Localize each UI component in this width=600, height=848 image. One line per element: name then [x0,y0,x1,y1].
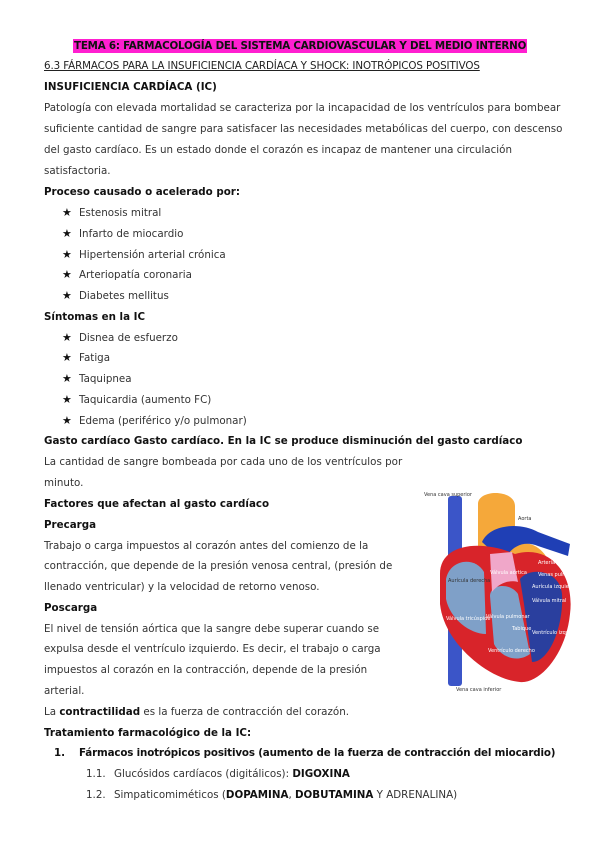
separator: , [288,789,295,801]
gasto-line-2: minuto. [44,477,84,489]
poscarga-line-4: arterial. [44,685,85,697]
label-vena-cava-superior: Vena cava superior [424,492,472,498]
list-item: Diabetes mellitus [79,290,169,302]
tratamiento-heading: Tratamiento farmacológico de la IC: [44,727,252,739]
drug-name: DOPAMINA [225,789,289,801]
list-item: Hipertensión arterial crónica [79,249,226,261]
star-bullet-icon: ★ [62,227,72,240]
factores-heading: Factores que afectan al gasto cardíaco [44,498,270,510]
star-bullet-icon: ★ [62,372,72,385]
gasto-heading: Gasto cardíaco Gasto cardíaco. En la IC se produce disminución del gasto cardíaco [44,435,523,447]
ic-line-1: Patología con elevada mortalidad se caracteriza por la incapacidad de los ventrículos para bombear [44,102,561,114]
proceso-heading: Proceso causado o acelerado por: [44,186,240,198]
section-subtitle: 6.3 FÁRMACOS PARA LA INSUFICIENCIA CARDÍACA Y SHOCK: INOTRÓPICOS POSITIVOS [44,60,480,72]
sub-item-number: 1.1. [86,768,106,780]
label-ventriculo-derecho: Ventrículo derecho [488,648,535,654]
poscarga-line-3: impuestos al corazón en la contracción, depende de la presión [44,664,368,676]
label-arteria-pulmonar: Arteria pulmonar [538,560,581,566]
label-auricula-derecha: Aurícula derecha [448,578,491,584]
star-bullet-icon: ★ [62,414,72,427]
page-title: TEMA 6: FARMACOLOGÍA DEL SISTEMA CARDIOVASCULAR Y DEL MEDIO INTERNO [74,40,527,52]
list-item: Disnea de esfuerzo [79,332,178,344]
star-bullet-icon: ★ [62,289,72,302]
contractilidad-post: es la fuerza de contracción del corazón. [140,706,349,718]
label-septo: Tabique [512,626,532,632]
label-auricula-izquierda: Aurícula izquierda [532,584,578,590]
contractilidad-pre: La [44,706,60,718]
list-item: Taquipnea [79,373,132,385]
star-bullet-icon: ★ [62,393,72,406]
gasto-line-1: La cantidad de sangre bombeada por cada uno de los ventrículos por [44,456,403,468]
label-valvula-aortica: Válvula aórtica [490,570,527,576]
precarga-line-1: Trabajo o carga impuestos al corazón antes del comienzo de la [44,540,369,552]
ic-heading: INSUFICIENCIA CARDÍACA (IC) [44,81,217,93]
drug-name: DIGOXINA [292,768,350,780]
sub-item-2-tail: Y ADRENALINA) [373,789,458,801]
sintomas-heading: Síntomas en la IC [44,311,146,323]
star-bullet-icon: ★ [62,351,72,364]
poscarga-heading: Poscarga [44,602,98,614]
star-bullet-icon: ★ [62,331,72,344]
poscarga-line-1: El nivel de tensión aórtica que la sangre debe superar cuando se [44,623,380,635]
star-bullet-icon: ★ [62,248,72,261]
list-item: Taquicardia (aumento FC) [79,394,212,406]
star-bullet-icon: ★ [62,206,72,219]
sub-item-number: 1.2. [86,789,106,801]
tratamiento-item-1: Fármacos inotrópicos positivos (aumento de la fuerza de contracción del miocardio) [79,747,556,759]
precarga-line-2: contracción, que depende de la presión venosa central, (presión de [44,560,393,572]
contractilidad-line [44,705,349,719]
sub-item-2 [114,788,457,802]
label-vena-cava-inferior: Vena cava inferior [456,687,502,693]
ic-line-4: satisfactoria. [44,165,111,177]
label-valvula-pulmonar: Válvula pulmonar [486,614,530,620]
star-bullet-icon: ★ [62,268,72,281]
heart-diagram [420,484,585,696]
label-venas-pulmonares: Venas pulmonares [538,572,585,578]
contractilidad-term: contractilidad [59,706,141,718]
poscarga-line-2: expulsa desde el ventrículo izquierdo. Es decir, el trabajo o carga [44,643,381,655]
tratamiento-item-number: 1. [54,747,66,759]
sub-item-1-text: Glucósidos cardíacos (digitálicos): [114,768,293,780]
sub-item-2-text: Simpaticomiméticos ( [114,789,226,801]
label-aorta: Aorta [518,516,532,522]
precarga-line-3: llenado ventricular) y la velocidad de retorno venoso. [44,581,320,593]
list-item: Infarto de miocardio [79,228,184,240]
ic-line-2: suficiente cantidad de sangre para satisfacer las necesidades metabólicas del cuerpo, con descenso [44,123,563,135]
list-item: Estenosis mitral [79,207,162,219]
drug-name: DOBUTAMINA [295,789,374,801]
list-item: Arteriopatía coronaria [79,269,192,281]
precarga-heading: Precarga [44,519,97,531]
label-valvula-mitral: Válvula mitral [532,598,567,604]
sub-item-1 [114,767,350,781]
label-ventriculo-izquierdo: Ventrículo izquierdo [532,630,582,636]
ic-line-3: del gasto cardíaco. Es un estado donde el corazón es incapaz de mantener una circulación [44,144,512,156]
label-valvula-tricuspide: Válvula tricúspide [446,616,491,622]
list-item: Fatiga [79,352,111,364]
list-item: Edema (periférico y/o pulmonar) [79,415,247,427]
